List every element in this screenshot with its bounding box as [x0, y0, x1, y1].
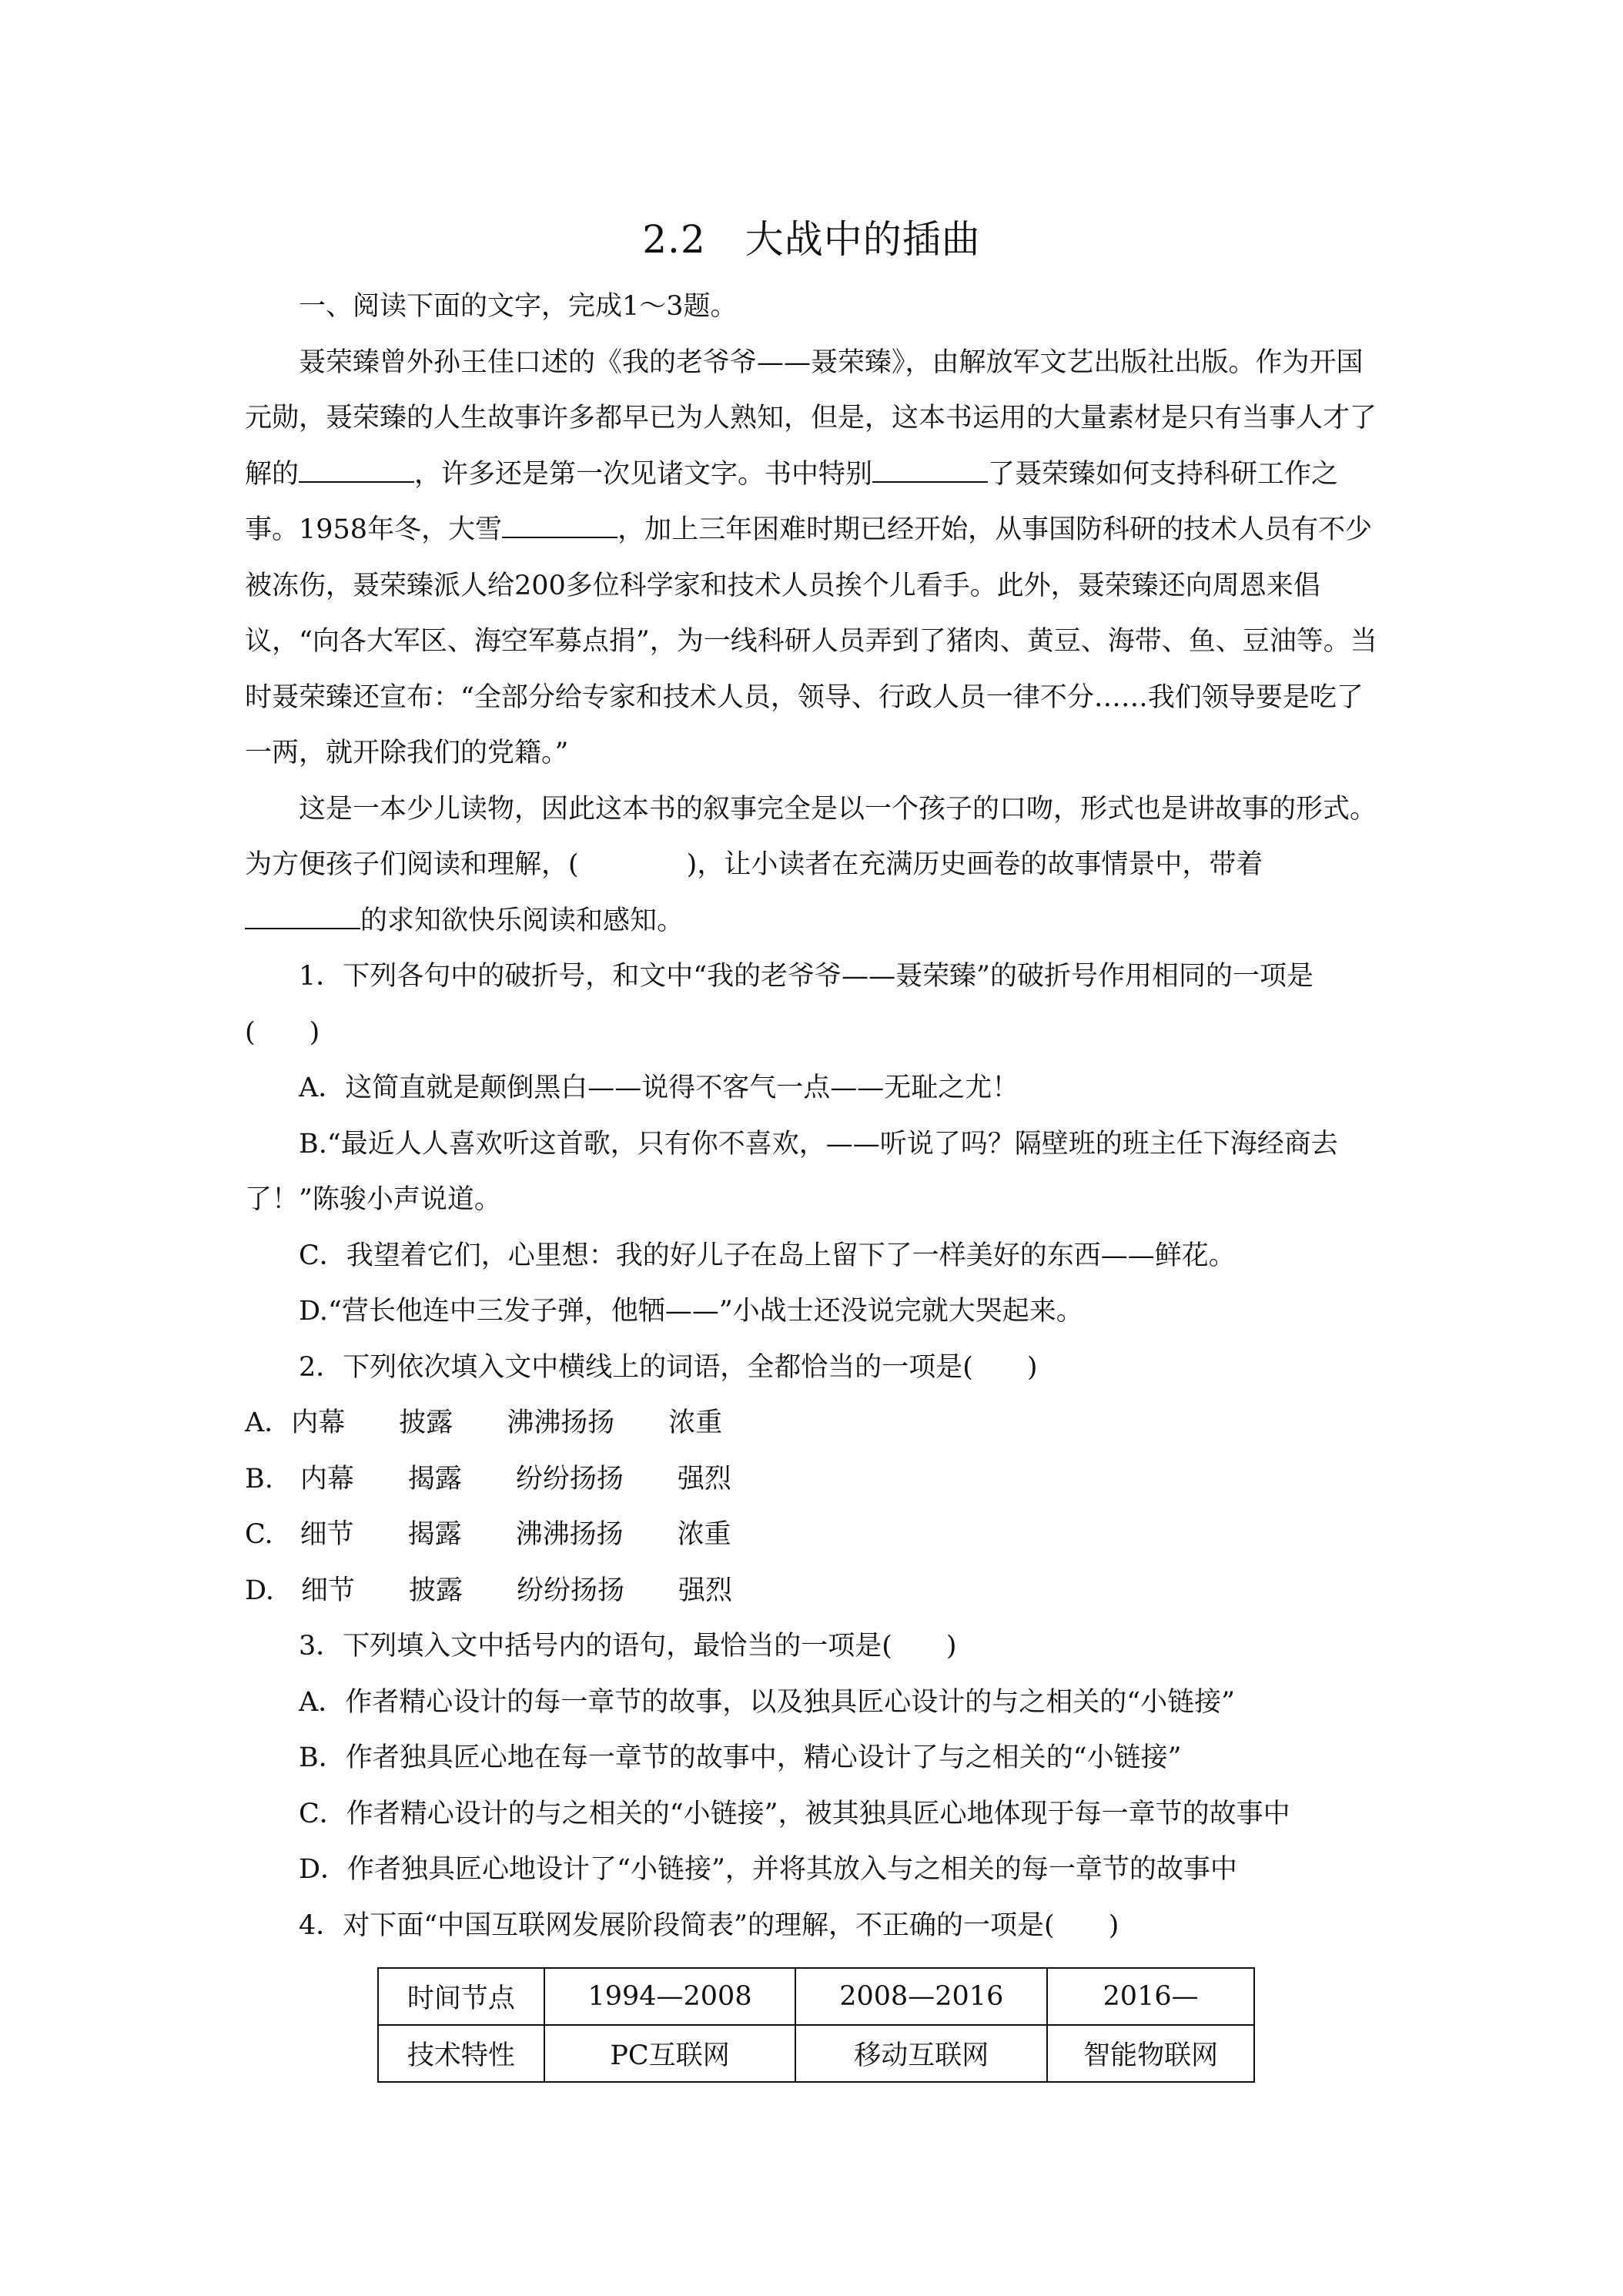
table-cell: 技术特性 [378, 2025, 544, 2082]
question-2-option-b: B. 内幕 揭露 纷纷扬扬 强烈 [245, 1463, 731, 1494]
passage-paragraph-1 [245, 335, 1386, 782]
passage-text: 的求知欲快乐阅读和感知。 [360, 905, 684, 936]
passage-text: 聂荣臻曾外孙王佳口述的《我的老爷爷——聂荣臻》，由解放军文艺出版社出版。作为开国元勋，聂荣臻的人生故事许多都早已为人熟知，但是，这本书运用的大量素材是只有当事人才了解的 [245, 346, 1377, 490]
internet-timeline-table [377, 1967, 1255, 2083]
question-2-option-d: D. 细节 披露 纷纷扬扬 强烈 [245, 1575, 732, 1606]
table-row [378, 2025, 1254, 2082]
passage-text: ，许多还是第一次见诸文字。书中特别 [414, 458, 873, 490]
fill-blank [502, 515, 617, 538]
fill-blank [872, 460, 988, 483]
table-cell: 1994—2008 [544, 1968, 796, 2025]
section-heading: 一、阅读下面的文字，完成1～3题。 [299, 291, 738, 322]
question-1-option-b: B.“最近人人喜欢听这首歌，只有你不喜欢，——听说了吗？隔壁班的班主任下海经商去了！”陈骏小声说道。 [245, 1128, 1338, 1215]
question-2-stem: 2．下列依次填入文中横线上的词语，全都恰当的一项是( ) [299, 1351, 1038, 1383]
question-4-stem: 4．对下面“中国互联网发展阶段简表”的理解，不正确的一项是( ) [299, 1909, 1119, 1941]
passage-text: 这是一本少儿读物，因此这本书的叙事完全是以一个孩子的口吻，形式也是讲故事的形式。为方便孩子们阅读和理解， [245, 793, 1377, 880]
question-1-option-c: C．我望着它们，心里想：我的好儿子在岛上留下了一样美好的东西——鲜花。 [299, 1240, 1236, 1271]
question-1-stem: 1．下列各句中的破折号，和文中“我的老爷爷——聂荣臻”的破折号作用相同的一项是( ) [245, 961, 1314, 1048]
table-cell: 移动互联网 [795, 2025, 1047, 2082]
document-body [245, 279, 1386, 1953]
question-2-option-a: A．内幕 披露 沸沸扬扬 浓重 [245, 1407, 723, 1438]
table-row [378, 1968, 1254, 2025]
fill-blank [245, 906, 360, 929]
passage-paragraph-2 [245, 782, 1386, 949]
question-3-stem: 3．下列填入文中括号内的语句，最恰当的一项是( ) [299, 1631, 957, 1662]
question-3-option-c: C．作者精心设计的与之相关的“小链接”，被其独具匠心地体现于每一章节的故事中 [299, 1798, 1290, 1829]
question-3-option-d: D．作者独具匠心地设计了“小链接”，并将其放入与之相关的每一章节的故事中 [299, 1854, 1237, 1885]
question-3-option-a: A．作者精心设计的每一章节的故事，以及独具匠心设计的与之相关的“小链接” [299, 1686, 1236, 1718]
question-1-option-a: A．这简直就是颠倒黑白——说得不客气一点——无耻之尤！ [299, 1073, 1019, 1103]
fill-blank [299, 460, 414, 483]
question-3-option-b: B．作者独具匠心地在每一章节的故事中，精心设计了与之相关的“小链接” [299, 1742, 1182, 1773]
table-cell: 时间节点 [378, 1968, 544, 2025]
table-cell: 2008—2016 [795, 1968, 1047, 2025]
table-cell: PC互联网 [544, 2025, 796, 2082]
passage-text: 了聂荣臻如何支持科研工作之事。1958年冬，大雪 [245, 458, 1339, 545]
table-cell: 智能物联网 [1047, 2025, 1254, 2082]
passage-text: ，让小读者在充满历史画卷的故事情景中，带着 [697, 849, 1263, 880]
question-1-option-d: D.“营长他连中三发子弹，他牺——”小战士还没说完就大哭起来。 [299, 1296, 1083, 1327]
question-2-option-c: C. 细节 揭露 沸沸扬扬 浓重 [245, 1519, 731, 1550]
passage-text: ，加上三年困难时期已经开始，从事国防科研的技术人员有不少被冻伤，聂荣臻派人给200多位科学家和技术人员挨个儿看手。此外，聂荣臻还向周恩来倡议，“向各大军区、海空军募点捐”，为一线科研人员弄到了猪肉、黄豆、海带、鱼、豆油等。当时聂荣臻还宣布：“全部分给专家和技术人员，领导、行政人员一律不分……我们领导要是吃了一两，就开除我们的党籍。” [245, 514, 1377, 768]
table-cell: 2016— [1047, 1968, 1254, 2025]
page-title: 2.2 大战中的插曲 [642, 217, 981, 262]
answer-bracket: ( ) [568, 849, 698, 880]
